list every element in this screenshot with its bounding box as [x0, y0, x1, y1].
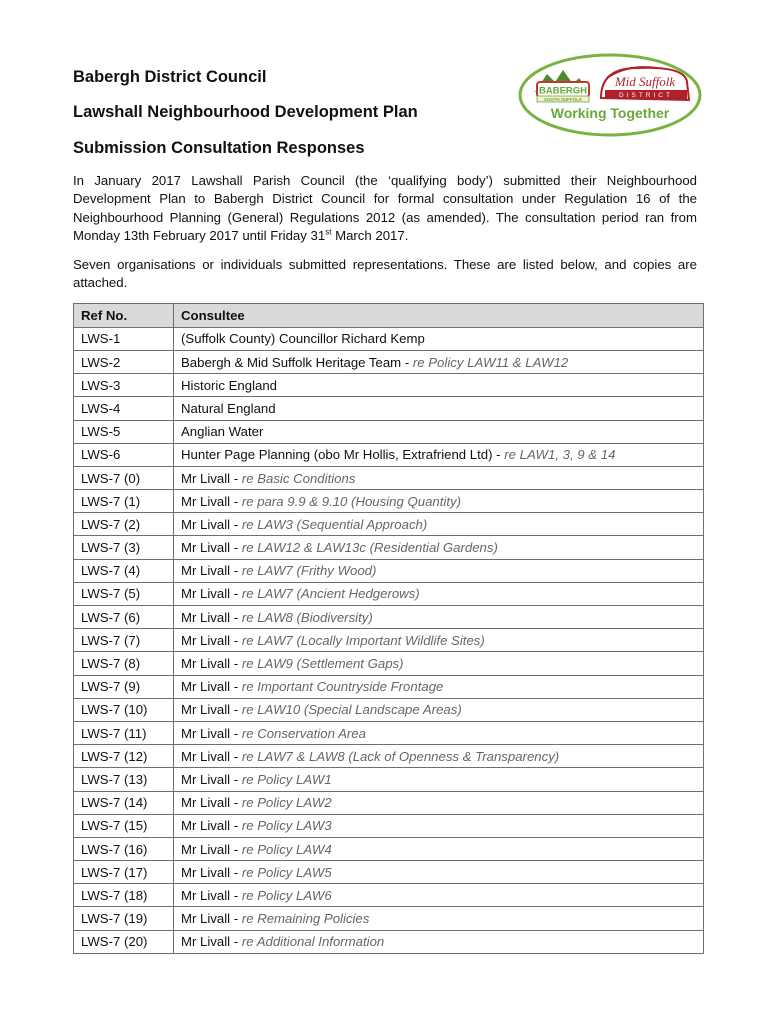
ref-cell: LWS-7 (0)	[74, 466, 174, 489]
table-row	[74, 814, 704, 837]
consultation-subject: re LAW10 (Special Landscape Areas)	[241, 702, 462, 718]
consultee-cell	[174, 884, 704, 907]
consultation-subject: re Policy LAW2	[241, 795, 332, 811]
consultation-subject: re Basic Conditions	[241, 470, 356, 486]
consultation-subject: re LAW9 (Settlement Gaps)	[241, 656, 404, 672]
table-row	[74, 652, 704, 675]
consultee-cell	[174, 629, 704, 652]
consultee-name: Anglian Water	[181, 424, 264, 440]
consultee-name: Babergh & Mid Suffolk Heritage Team -	[181, 354, 413, 370]
consultee-cell	[174, 814, 704, 837]
ref-header: Ref No.	[74, 304, 174, 328]
consultee-name: Mr Livall -	[181, 725, 242, 741]
ref-cell: LWS-1	[74, 327, 174, 350]
consultation-subject: re LAW7 (Locally Important Wildlife Sites)	[241, 632, 485, 648]
consultee-cell	[174, 745, 704, 768]
table-row	[74, 884, 704, 907]
consultation-subject: re Policy LAW3	[241, 818, 332, 834]
consultee-cell	[174, 559, 704, 582]
babergh-logo-text: BABERGH	[538, 85, 588, 97]
table-row	[74, 745, 704, 768]
consultee-name: Mr Livall -	[181, 516, 242, 532]
ref-cell: LWS-7 (18)	[74, 884, 174, 907]
consultation-subject: re Policy LAW11 & LAW12	[412, 354, 569, 370]
consultee-cell	[174, 350, 704, 373]
consultee-name: Mr Livall -	[181, 632, 242, 648]
consultee-name: Mr Livall -	[181, 656, 242, 672]
table-row	[74, 582, 704, 605]
intro-superscript: st	[325, 227, 332, 237]
table-row	[74, 397, 704, 420]
consultee-cell	[174, 768, 704, 791]
subject-title: Submission Consultation Responses	[73, 139, 365, 157]
consultee-cell	[174, 536, 704, 559]
ref-cell: LWS-7 (6)	[74, 606, 174, 629]
consultation-subject: re LAW1, 3, 9 & 14	[504, 447, 616, 463]
consultee-name: Mr Livall -	[181, 679, 242, 695]
table-row	[74, 721, 704, 744]
consultee-name: Mr Livall -	[181, 864, 242, 880]
table-row	[74, 675, 704, 698]
consultation-subject: re LAW3 (Sequential Approach)	[241, 516, 428, 532]
consultation-subject: re Policy LAW6	[241, 887, 332, 903]
consultee-name: Mr Livall -	[181, 795, 242, 811]
intro-text-end: March 2017.	[331, 228, 409, 244]
mid-suffolk-emblem	[601, 67, 689, 100]
consultee-cell	[174, 397, 704, 420]
ref-cell: LWS-6	[74, 443, 174, 466]
ref-cell: LWS-7 (19)	[74, 907, 174, 930]
table-header-row	[74, 304, 704, 328]
ref-cell: LWS-7 (9)	[74, 675, 174, 698]
table-row	[74, 559, 704, 582]
ref-cell: LWS-7 (12)	[74, 745, 174, 768]
consultee-name: Mr Livall -	[181, 748, 242, 764]
ref-cell: LWS-4	[74, 397, 174, 420]
intro-paragraph	[73, 172, 697, 246]
consultee-cell	[174, 652, 704, 675]
ref-cell: LWS-7 (10)	[74, 698, 174, 721]
ref-cell: LWS-5	[74, 420, 174, 443]
consultee-cell	[174, 466, 704, 489]
babergh-mid-suffolk-logo	[517, 52, 703, 138]
consultation-subject: re para 9.9 & 9.10 (Housing Quantity)	[241, 493, 461, 509]
table-row	[74, 606, 704, 629]
consultation-subject: re Conservation Area	[241, 725, 366, 741]
table-row	[74, 536, 704, 559]
consultee-name: Natural England	[181, 400, 276, 416]
consultee-name: Mr Livall -	[181, 887, 242, 903]
ref-cell: LWS-7 (1)	[74, 490, 174, 513]
consultation-subject: re Policy LAW4	[241, 841, 332, 857]
table-row	[74, 861, 704, 884]
table-row	[74, 698, 704, 721]
table-row	[74, 443, 704, 466]
consultee-cell	[174, 374, 704, 397]
ref-cell: LWS-3	[74, 374, 174, 397]
consultee-name: Mr Livall -	[181, 586, 242, 602]
logo-tagline: Working Together	[550, 105, 670, 121]
ref-cell: LWS-7 (8)	[74, 652, 174, 675]
ref-cell: LWS-7 (2)	[74, 513, 174, 536]
consultee-cell	[174, 861, 704, 884]
intro-text: In January 2017 Lawshall Parish Council (the ‘qualifying body’) submitted their Neighbourhood Development Plan to Babergh District Council for formal consultation under Regulation 16 of the Neighbourhood Planning (General) Regulations 2012 (as amended). The consultation period ran from Monday 13th February 2017 until Friday 31	[73, 173, 697, 244]
table-row	[74, 629, 704, 652]
consultee-name: Hunter Page Planning (obo Mr Hollis, Extrafriend Ltd) -	[181, 447, 505, 463]
consultee-name: Mr Livall -	[181, 540, 242, 556]
consultee-name: Mr Livall -	[181, 702, 242, 718]
consultation-subject: re LAW7 (Frithy Wood)	[241, 563, 377, 579]
consultee-name: Historic England	[181, 377, 278, 393]
consultee-name: Mr Livall -	[181, 771, 242, 787]
ref-cell: LWS-7 (14)	[74, 791, 174, 814]
consultee-cell	[174, 907, 704, 930]
ref-cell: LWS-7 (17)	[74, 861, 174, 884]
plan-title: Lawshall Neighbourhood Development Plan	[73, 103, 418, 121]
consultation-subject: re LAW7 & LAW8 (Lack of Openness & Transparency)	[241, 748, 560, 764]
consultee-name: Mr Livall -	[181, 818, 242, 834]
ref-cell: LWS-2	[74, 350, 174, 373]
ref-cell: LWS-7 (20)	[74, 930, 174, 953]
table-row	[74, 466, 704, 489]
table-row	[74, 907, 704, 930]
representations-paragraph: Seven organisations or individuals submitted representations. These are listed below, and copies are attached.	[73, 257, 697, 291]
consultation-subject: re Policy LAW5	[241, 864, 332, 880]
table-row	[74, 374, 704, 397]
ref-cell: LWS-7 (11)	[74, 721, 174, 744]
ref-cell: LWS-7 (13)	[74, 768, 174, 791]
ref-cell: LWS-7 (7)	[74, 629, 174, 652]
table-row	[74, 791, 704, 814]
table-row	[74, 490, 704, 513]
consultation-subject: re LAW12 & LAW13c (Residential Gardens)	[241, 540, 498, 556]
consultation-subject: re LAW7 (Ancient Hedgerows)	[241, 586, 420, 602]
consultee-name: Mr Livall -	[181, 493, 242, 509]
district-text: DISTRICT	[619, 92, 673, 99]
consultee-cell	[174, 675, 704, 698]
consultation-subject: re Remaining Policies	[241, 911, 370, 927]
consultee-name: Mr Livall -	[181, 841, 242, 857]
table-row	[74, 350, 704, 373]
consultee-cell	[174, 930, 704, 953]
consultee-cell	[174, 698, 704, 721]
ref-cell: LWS-7 (15)	[74, 814, 174, 837]
consultee-header: Consultee	[174, 304, 704, 328]
consultee-cell	[174, 721, 704, 744]
consultee-name: Mr Livall -	[181, 911, 242, 927]
consultee-cell	[174, 837, 704, 860]
table-row	[74, 513, 704, 536]
mid-suffolk-logo-text: Mid Suffolk	[614, 74, 676, 89]
consultation-subject: re Additional Information	[241, 934, 385, 950]
consultee-name: Mr Livall -	[181, 609, 242, 625]
ref-cell: LWS-7 (5)	[74, 582, 174, 605]
table-row	[74, 768, 704, 791]
consultee-name: Mr Livall -	[181, 470, 242, 486]
consultee-cell	[174, 327, 704, 350]
consultee-name: Mr Livall -	[181, 563, 242, 579]
ref-cell: LWS-7 (3)	[74, 536, 174, 559]
consultee-cell	[174, 513, 704, 536]
babergh-sub-text: SOUTH SUFFOLK	[543, 97, 583, 102]
consultee-cell	[174, 490, 704, 513]
table-row	[74, 420, 704, 443]
consultee-cell	[174, 791, 704, 814]
ref-cell: LWS-7 (4)	[74, 559, 174, 582]
consultee-cell	[174, 582, 704, 605]
table-row	[74, 837, 704, 860]
consultee-cell	[174, 443, 704, 466]
consultation-subject: re LAW8 (Biodiversity)	[241, 609, 373, 625]
consultee-name: (Suffolk County) Councillor Richard Kemp	[181, 331, 425, 347]
consultation-subject: re Policy LAW1	[241, 771, 332, 787]
ref-cell: LWS-7 (16)	[74, 837, 174, 860]
consultation-subject: re Important Countryside Frontage	[241, 679, 444, 695]
table-row	[74, 327, 704, 350]
consultee-cell	[174, 420, 704, 443]
consultee-name: Mr Livall -	[181, 934, 242, 950]
council-title: Babergh District Council	[73, 68, 267, 86]
consultee-cell	[174, 606, 704, 629]
consultee-table	[73, 303, 704, 954]
table-row	[74, 930, 704, 953]
